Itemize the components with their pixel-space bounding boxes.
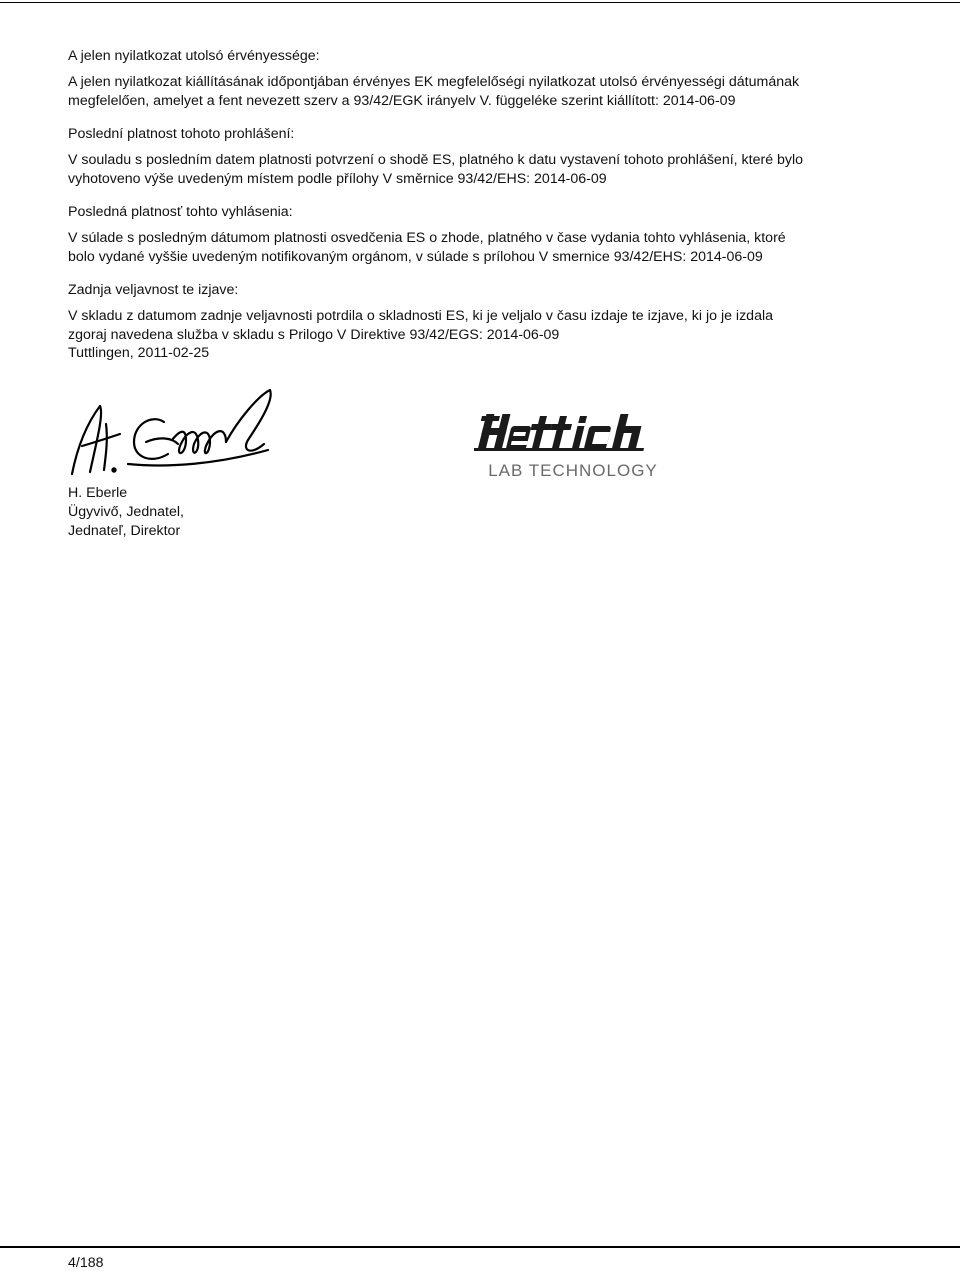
page-number: 4/188 — [68, 1255, 104, 1271]
section-line: zgoraj navedena služba v skladu s Prilogo V Direktive 93/42/EGS: 2014-06-09 — [68, 327, 560, 343]
hettich-wordmark — [474, 408, 664, 458]
section-heading: Zadnja veljavnost te izjave: — [68, 282, 239, 298]
signer-name: H. Eberle — [68, 485, 128, 501]
document-body — [68, 47, 828, 359]
top-border-rule — [0, 2, 960, 5]
signer-title: Jednateľ, Direktor — [68, 523, 181, 539]
logo-subtitle: LAB TECHNOLOGY — [488, 461, 658, 480]
footer-rule — [0, 1246, 960, 1248]
section-line: V skladu z datumom zadnje veljavnosti potrdila o skladnosti ES, ki je veljalo v času izdaje te izjave, ki jo je izdala — [68, 308, 773, 324]
validity-section-czech — [68, 125, 828, 189]
section-heading: Posledná platnosť tohto vyhlásenia: — [68, 204, 293, 220]
section-line: A jelen nyilatkozat kiállításának időpontjában érvényes EK megfelelőségi nyilatkozat utolsó érvényességi dátumának — [68, 74, 800, 90]
section-line: bolo vydané vyššie uvedeným notifikovaným orgánom, v súlade s prílohou V smernice 93/42/EHS: 2014-06-09 — [68, 249, 763, 265]
section-line: V súlade s posledným dátumom platnosti osvedčenia ES o zhode, platného v čase vydania tohto vyhlásenia, ktoré — [68, 230, 786, 246]
section-line: V souladu s posledním datem platnosti potvrzení o shodě ES, platného k datu vystavení tohoto prohlášení, které bylo — [68, 152, 804, 168]
signer-block — [68, 484, 184, 541]
signer-title: Ügyvivő, Jednatel, — [68, 504, 184, 520]
validity-section-hungarian — [68, 47, 828, 111]
handwritten-signature — [68, 384, 278, 480]
validity-section-slovenian — [68, 281, 828, 345]
section-heading: Poslední platnost tohoto prohlášení: — [68, 126, 295, 142]
validity-section-slovak — [68, 203, 828, 267]
section-heading: A jelen nyilatkozat utolsó érvényessége: — [68, 48, 320, 64]
section-line: megfelelően, amelyet a fent nevezett szerv a 93/42/EGK irányelv V. függeléke szerint kiállított: 2014-06-09 — [68, 93, 736, 109]
hettich-logo — [474, 408, 664, 484]
section-line: vyhotoveno výše uvedeným místem podle přílohy V směrnice 93/42/EHS: 2014-06-09 — [68, 171, 607, 187]
place-and-date: Tuttlingen, 2011-02-25 — [68, 345, 210, 361]
